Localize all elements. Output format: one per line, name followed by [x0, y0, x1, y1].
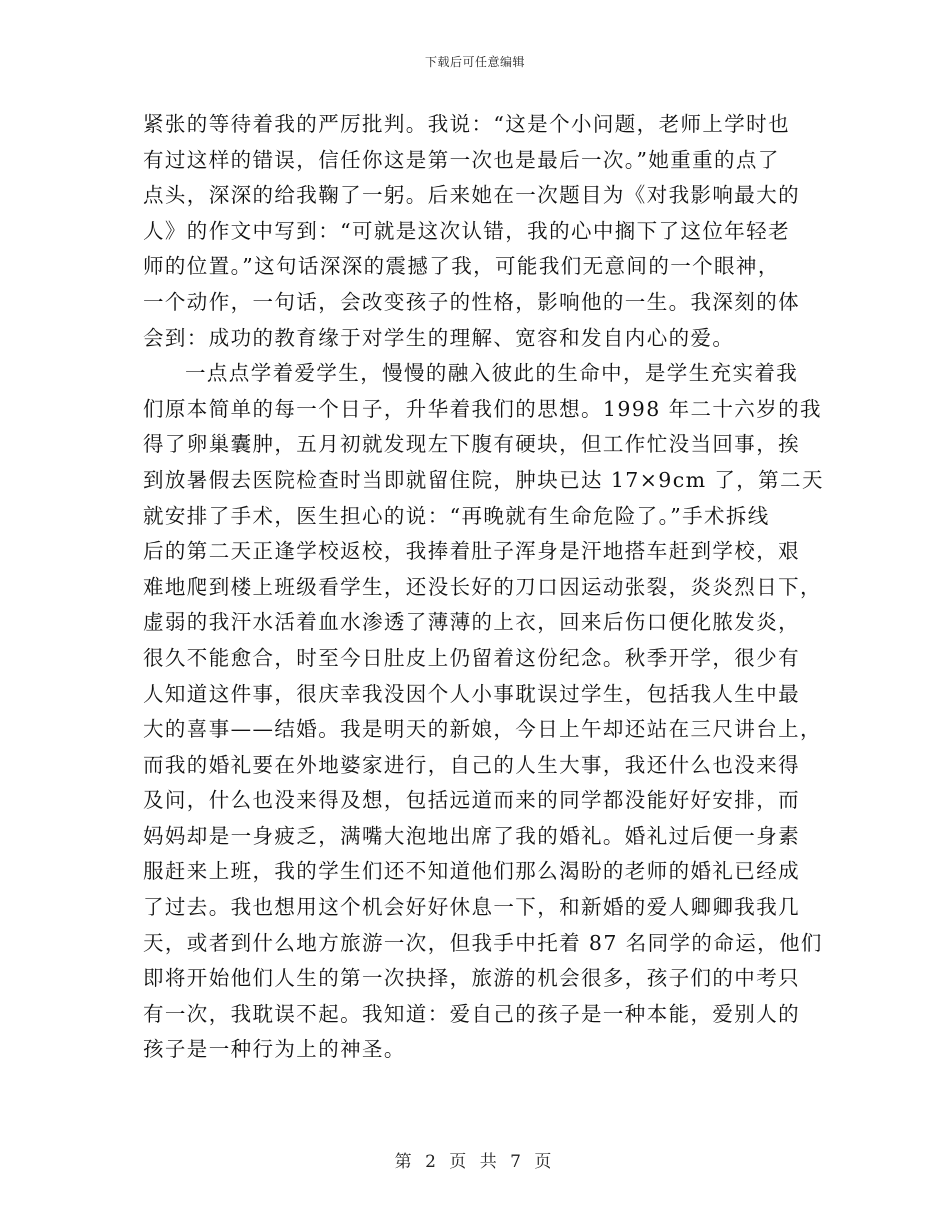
text-line: 点头，深深的给我鞠了一躬。后来她在一次题目为《对我影响最大的: [143, 183, 800, 208]
text-line: 人知道这件事，很庆幸我没因个人小事耽误过学生，包括我人生中最: [143, 681, 800, 706]
text-line: 服赶来上班，我的学生们还不知道他们那么渴盼的老师的婚礼已经成: [143, 859, 800, 884]
text-line: 即将开始他们人生的第一次抉择，旅游的机会很多，孩子们的中考只: [143, 966, 800, 991]
page-number-footer: 第 2 页 共 7 页: [394, 1152, 556, 1172]
text-line: 大的喜事——结婚。我是明天的新娘，今日上午却还站在三尺讲台上，: [143, 717, 822, 742]
text-line: 会到：成功的教育缘于对学生的理解、宽容和发自内心的爱。: [143, 325, 735, 350]
text-line: 有一次，我耽误不起。我知道：爱自己的孩子是一种本能，爱别人的: [143, 1001, 800, 1026]
text-line: 妈妈却是一身疲乏，满嘴大泡地出席了我的婚礼。婚礼过后便一身素: [143, 823, 800, 848]
text-line: 后的第二天正逢学校返校，我捧着肚子浑身是汗地搭车赶到学校，艰: [143, 539, 800, 564]
text-line: 到放暑假去医院检查时当即就留住院，肿块已达 17×9cm 了，第二天: [143, 467, 824, 492]
text-line: 及问，什么也没来得及想，包括远道而来的同学都没能好好安排，而: [143, 788, 800, 813]
text-line: 有过这样的错误，信任你这是第一次也是最后一次。”她重重的点了: [143, 147, 780, 172]
text-line: 虚弱的我汗水活着血水渗透了薄薄的上衣，回来后伤口便化脓发炎，: [143, 610, 800, 635]
text-line: 得了卵巢囊肿，五月初就发现左下腹有硬块，但工作忙没当回事，挨: [143, 432, 800, 457]
text-line: 师的位置。”这句话深深的震撼了我，可能我们无意间的一个眼神，: [143, 254, 780, 279]
text-line: 天，或者到什么地方旅游一次，但我手中托着 87 名同学的命运，他们: [143, 930, 823, 955]
paragraph-start-line: 一点点学着爱学生，慢慢的融入彼此的生命中，是学生充实着我: [185, 361, 799, 386]
text-line: 紧张的等待着我的严厉批判。我说：“这是个小问题，老师上学时也: [143, 112, 790, 136]
text-line: 就安排了手术，医生担心的说：“再晚就有生命危险了。”手术拆线: [143, 503, 770, 528]
text-line: 们原本简单的每一个日子，升华着我们的思想。1998 年二十六岁的我: [143, 396, 822, 421]
page-header-note: 下载后可任意编辑: [424, 55, 525, 69]
text-line: 一个动作，一句话，会改变孩子的性格，影响他的一生。我深刻的体: [143, 289, 800, 314]
text-line: 孩子是一种行为上的神圣。: [143, 1037, 406, 1062]
text-line: 难地爬到楼上班级看学生，还没长好的刀口因运动张裂，炎炎烈日下，: [143, 574, 822, 599]
text-line: 而我的婚礼要在外地婆家进行，自己的人生大事，我还什么也没来得: [143, 752, 800, 777]
document-body: [143, 107, 824, 1068]
text-line: 人》的作文中写到：“可就是这次认错，我的心中搁下了这位年轻老: [143, 218, 790, 243]
text-line: 了过去。我也想用这个机会好好休息一下，和新婚的爱人卿卿我我几: [143, 895, 800, 920]
text-line: 很久不能愈合，时至今日肚皮上仍留着这份纪念。秋季开学，很少有: [143, 645, 800, 670]
